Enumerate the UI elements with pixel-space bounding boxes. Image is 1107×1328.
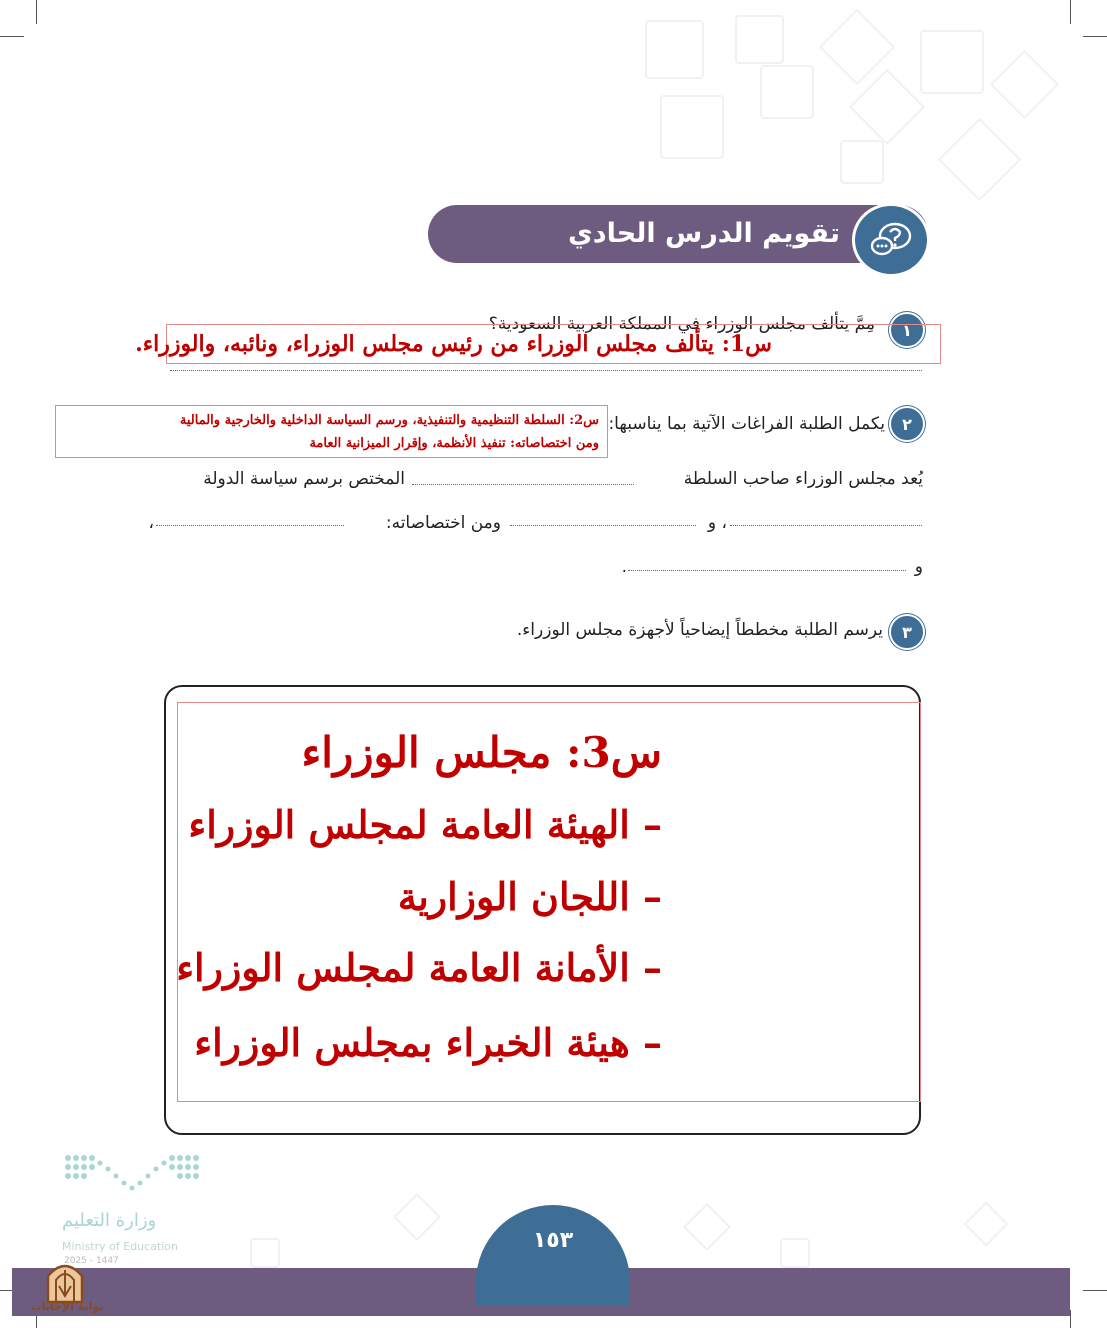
crop-mark bbox=[1083, 36, 1107, 37]
fill-line-2-end: ، bbox=[148, 513, 154, 533]
fill-line-2-part2: ومن اختصاصاته: bbox=[385, 513, 501, 533]
question-bubble-icon bbox=[868, 220, 914, 260]
lesson-title: تقويم الدرس الحادي والعشرين bbox=[568, 218, 840, 293]
ministry-name-english: Ministry of Education bbox=[62, 1240, 179, 1253]
question-2-answer bbox=[55, 405, 608, 458]
ministry-logo-icon bbox=[62, 1150, 202, 1200]
answer-dotted-line bbox=[170, 370, 922, 371]
fill-line-2-part1: ، و bbox=[707, 513, 727, 533]
question-1-answer bbox=[135, 324, 941, 364]
diagram-answer-item: – الهيئة العامة لمجلس الوزراء bbox=[188, 802, 662, 847]
diagram-answer-title: س3: مجلس الوزراء bbox=[301, 728, 662, 777]
fill-line-1-end: المختص برسم سياسة الدولة bbox=[203, 469, 405, 489]
question-3-instruction: يرسم الطلبة مخططاً إيضاحياً لأجهزة مجلس الوزراء. bbox=[516, 620, 883, 640]
header-icon-badge bbox=[852, 203, 930, 277]
question-1-text: مِمَّ يتألف مجلس الوزراء في المملكة العربية السعودية؟ bbox=[488, 314, 875, 334]
fill-line-3-start: و bbox=[914, 557, 923, 577]
ministry-name-arabic: وزارة التعليم bbox=[62, 1210, 157, 1231]
question-2-answer-line2: ومن اختصاصاته: تنفيذ الأنظمة، وإقرار الميزانية العامة bbox=[309, 436, 599, 451]
crop-mark bbox=[1070, 1310, 1071, 1328]
diagram-answer-item: – هيئة الخبراء بمجلس الوزراء bbox=[194, 1020, 662, 1065]
fill-blank-5 bbox=[628, 570, 906, 571]
fill-blank-4 bbox=[156, 525, 344, 526]
question-2-answer-line1: س2: السلطة التنظيمية والتنفيذية، ورسم السياسة الداخلية والخارجية والمالية bbox=[179, 413, 599, 428]
question-2-number: ٢ bbox=[889, 406, 925, 442]
crop-mark bbox=[0, 36, 24, 37]
question-1-number: ١ bbox=[889, 312, 925, 348]
fill-blank-2 bbox=[730, 525, 922, 526]
fill-blank-3 bbox=[510, 525, 696, 526]
ministry-years: 2025 - 1447 bbox=[64, 1256, 119, 1266]
question-1-answer-text: س1: يتألف مجلس الوزراء من رئيس مجلس الوزراء، ونائبه، والوزراء. bbox=[135, 331, 772, 357]
fill-line-1-start: يُعد مجلس الوزراء صاحب السلطة bbox=[683, 469, 923, 489]
diagram-answer-item: – الأمانة العامة لمجلس الوزراء bbox=[176, 945, 662, 990]
fill-blank-1 bbox=[412, 484, 634, 485]
crop-mark bbox=[1083, 1290, 1107, 1291]
question-3-number: ٣ bbox=[889, 614, 925, 650]
question-2-instruction: يكمل الطلبة الفراغات الآتية بما يناسبها: bbox=[608, 414, 885, 434]
fill-line-3-end: . bbox=[621, 557, 627, 577]
crop-mark bbox=[1070, 0, 1071, 24]
page-number-tab bbox=[476, 1205, 630, 1305]
crop-mark bbox=[36, 0, 37, 24]
diagram-answer-item: – اللجان الوزارية bbox=[397, 874, 662, 919]
answers-portal-logo-icon bbox=[40, 1256, 90, 1306]
page-number: ١٥٣ bbox=[532, 1228, 574, 1253]
answers-portal-name: بوابة الإجابات bbox=[30, 1300, 104, 1313]
